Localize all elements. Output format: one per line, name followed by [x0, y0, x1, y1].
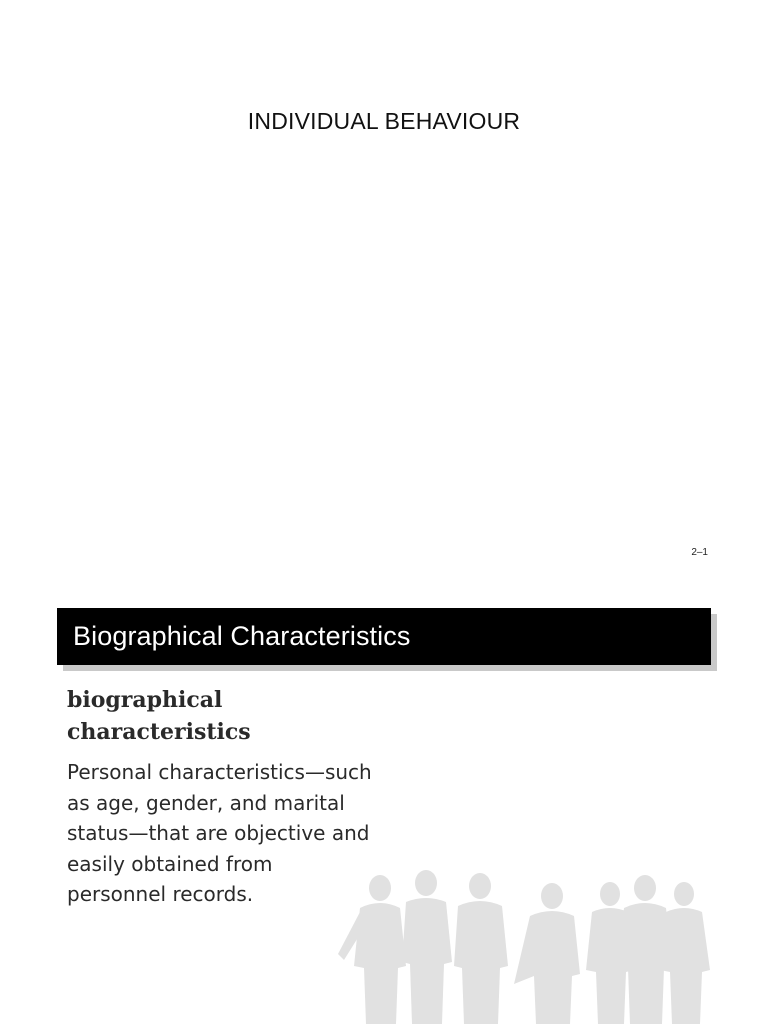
slide-title: INDIVIDUAL BEHAVIOUR: [247, 108, 521, 134]
person-silhouette: [402, 870, 452, 1024]
people-silhouettes-icon: [330, 866, 720, 1024]
section-banner: [57, 608, 711, 665]
person-silhouette: [514, 883, 580, 1024]
page-number: 2–1: [691, 547, 708, 558]
definition-term: biographical characteristics: [67, 687, 251, 745]
person-silhouette: [660, 882, 710, 1024]
person-silhouette: [454, 873, 508, 1024]
section-heading: Biographical Characteristics: [73, 621, 411, 651]
definition-text: Personal characteristics—such as age, gender, and marital status—that are objective and easily obtained from personnel records.: [67, 760, 372, 906]
person-silhouette: [338, 875, 406, 1024]
